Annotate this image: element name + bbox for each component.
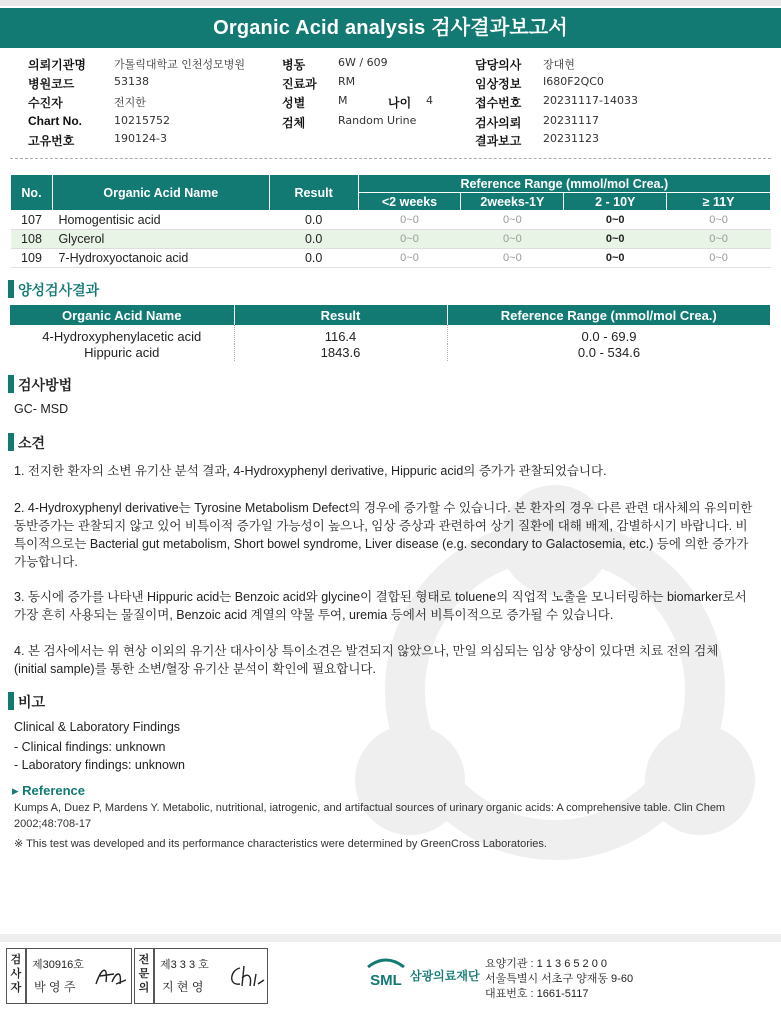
- row-result: 0.0: [269, 230, 358, 249]
- pos-name: 4-Hydroxyphenylacetic acid: [10, 325, 234, 344]
- top-border: [0, 0, 781, 6]
- row-name: Glycerol: [52, 230, 269, 249]
- age-value: 4: [426, 94, 433, 107]
- findings-title: 소견: [18, 435, 46, 451]
- specialist-license: 제3 3 3 호: [160, 959, 209, 971]
- table-row: [11, 230, 771, 249]
- row-ref-2: 0~0: [461, 230, 564, 249]
- col-ref-4: ≥ 11Y: [667, 193, 771, 211]
- org-name: 삼광의료재단: [410, 969, 480, 983]
- request-label: 검사의뢰: [475, 116, 522, 130]
- dept-value: RM: [338, 75, 356, 88]
- specialist-signature-icon: [226, 962, 266, 990]
- pos-ref: 0.0 - 69.9: [581, 329, 637, 344]
- row-ref-4: 0~0: [667, 211, 771, 230]
- table-row: [11, 211, 771, 230]
- receipt-value: 20231117-14033: [543, 94, 638, 107]
- tester-label-2: 사: [10, 968, 22, 980]
- finding-2: 2. 4-Hydroxyphenyl derivative는 Tyrosine Metabolism Defect의 경우에 증가할 수 있습니다. 본 환자의 경우 다른 관련 대사체의 유의미한 동반증가는 관찰되지 않고 있어 비특이적 증가일 가능성이 높으나, 임상 증상과 관련하여 상기 질환에 대해 배제, 감별하시기 바랍니다. 비특이적으로는 Bacterial gut metabolism, Short bowel syndrome, Liver disease (e.g. secondary to Galactosemia, etc.) 등에 의한 증가가 가능합니다.: [14, 501, 753, 569]
- table-row: [10, 344, 771, 361]
- org-code: 요양기관 : 1 1 3 6 5 2 0 0: [485, 958, 608, 970]
- tester-signature-icon: [92, 962, 128, 990]
- row-name: 7-Hydroxyoctanoic acid: [52, 249, 269, 268]
- reference-citation: Kumps A, Duez P, Mardens Y. Metabolic, nutritional, iatrogenic, and artifactual sources of urinary organic acids: A comprehensive table. Clin Chem 2002;48:708-17: [14, 802, 726, 830]
- row-ref-2: 0~0: [461, 211, 564, 230]
- row-ref-3: 0~0: [564, 211, 667, 230]
- row-ref-4: 0~0: [667, 230, 771, 249]
- tester-name: 박 영 주: [34, 980, 76, 994]
- pos-result: 1843.6: [234, 344, 447, 361]
- pos-col-name: Organic Acid Name: [10, 305, 234, 325]
- positive-section-bar: [8, 280, 14, 298]
- col-no: No.: [11, 175, 53, 211]
- row-ref-3: 0~0: [564, 230, 667, 249]
- positive-title: 양성검사결과: [18, 282, 100, 298]
- ward-value: 6W / 609: [338, 56, 388, 69]
- chart-label: Chart No.: [28, 114, 82, 128]
- col-ref-3: 2 - 10Y: [564, 193, 667, 211]
- clinical-label: 임상정보: [475, 77, 522, 91]
- remarks-line-2: - Clinical findings: unknown: [14, 740, 166, 754]
- positive-results-table: [10, 305, 771, 361]
- organic-acid-table: [10, 174, 771, 268]
- tester-license: 제30916호: [32, 959, 84, 971]
- hospital-code-value: 53138: [114, 75, 149, 88]
- pos-col-ref: Reference Range (mmol/mol Crea.): [447, 305, 771, 325]
- pos-result: 116.4: [234, 325, 447, 344]
- hospital-code-label: 병원코드: [28, 77, 75, 91]
- institution-value: 가톨릭대학교 인천성모병원: [114, 58, 246, 71]
- col-ref-2: 2weeks-1Y: [461, 193, 564, 211]
- col-ref-1: <2 weeks: [358, 193, 461, 211]
- row-result: 0.0: [269, 249, 358, 268]
- doctor-label: 담당의사: [475, 58, 522, 72]
- reference-title: Reference: [22, 783, 86, 798]
- pos-col-result: Result: [234, 305, 447, 325]
- row-no: 107: [11, 211, 53, 230]
- sex-value: M: [338, 94, 348, 107]
- report-value: 20231123: [543, 132, 599, 145]
- col-reference: Reference Range (mmol/mol Crea.): [358, 175, 770, 193]
- sml-logo-icon: [364, 955, 408, 991]
- reference-heading: [12, 783, 85, 799]
- finding-3: 3. 동시에 증가를 나타낸 Hippuric acid는 Benzoic acid와 glycine이 결합된 형태로 toluene의 직업적 노출을 모니터링하는 biomarker로서 가장 흔히 사용되는 물질이며, Benzoic acid 계열의 약물 투여, uremia 등에서 비특이적으로 증가될 수 있습니다.: [14, 590, 747, 622]
- footer-divider: [0, 934, 781, 942]
- patient-label: 수진자: [28, 96, 63, 110]
- reference-note: ※ This test was developed and its performance characteristics were determined by GreenCross Laboratories.: [14, 838, 547, 850]
- row-ref-2: 0~0: [461, 249, 564, 268]
- pos-name: Hippuric acid: [10, 344, 234, 361]
- remarks-title: 비고: [18, 694, 46, 710]
- triangle-icon: ▸: [12, 783, 23, 798]
- col-result: Result: [269, 175, 358, 211]
- patient-value: 전지한: [114, 96, 146, 109]
- ward-label: 병동: [282, 58, 306, 72]
- report-title: Organic Acid analysis 검사결과보고서: [0, 8, 781, 48]
- row-result: 0.0: [269, 211, 358, 230]
- tester-label-1: 검: [10, 954, 22, 966]
- pos-ref: 0.0 - 534.6: [577, 345, 641, 360]
- row-no: 109: [11, 249, 53, 268]
- unique-label: 고유번호: [28, 134, 75, 148]
- logo-text: SML: [370, 972, 402, 989]
- specimen-value: Random Urine: [338, 114, 417, 127]
- specialist-vertical-label: [134, 948, 154, 1004]
- tester-label-3: 자: [10, 982, 22, 994]
- unique-value: 190124-3: [114, 132, 167, 145]
- specialist-label-2: 문: [138, 968, 150, 980]
- method-title: 검사방법: [18, 377, 73, 393]
- doctor-value: 장대현: [543, 58, 575, 71]
- findings-section-bar: [8, 433, 14, 451]
- institution-label: 의뢰기관명: [28, 58, 86, 72]
- chart-value: 10215752: [114, 114, 170, 127]
- finding-4: 4. 본 검사에서는 위 현상 이외의 유기산 대사이상 특이소견은 발견되지 않았으나, 만일 의심되는 임상 양상이 있다면 치료 전의 검체 (initial sample)를 통한 소변/혈장 유기산 분석이 확인에 필요합니다.: [14, 644, 719, 676]
- org-phone: 대표번호 : 1661-5117: [485, 988, 589, 1000]
- clinical-value: I680F2QC0: [543, 75, 604, 88]
- sex-label: 성별: [282, 96, 306, 110]
- row-name: Homogentisic acid: [52, 211, 269, 230]
- tester-vertical-label: [6, 948, 26, 1004]
- receipt-label: 접수번호: [475, 96, 522, 110]
- specialist-label-3: 의: [138, 982, 150, 994]
- row-no: 108: [11, 230, 53, 249]
- finding-1: 1. 전지한 환자의 소변 유기산 분석 결과, 4-Hydroxyphenyl derivative, Hippuric acid의 증가가 관찰되었습니다.: [14, 464, 607, 478]
- row-ref-1: 0~0: [358, 230, 461, 249]
- specimen-label: 검체: [282, 116, 306, 130]
- row-ref-4: 0~0: [667, 249, 771, 268]
- remarks-section-bar: [8, 692, 14, 710]
- remarks-line-1: Clinical & Laboratory Findings: [14, 720, 181, 734]
- report-label: 결과보고: [475, 134, 522, 148]
- remarks-line-3: - Laboratory findings: unknown: [14, 758, 185, 772]
- table-row: [11, 249, 771, 268]
- method-section-bar: [8, 375, 14, 393]
- table-row: [10, 325, 771, 344]
- method-value: GC- MSD: [14, 402, 69, 416]
- dept-label: 진료과: [282, 77, 317, 91]
- row-ref-3: 0~0: [564, 249, 667, 268]
- specialist-label-1: 전: [138, 954, 150, 966]
- org-address: 서울특별시 서초구 양재동 9-60: [485, 973, 634, 985]
- row-ref-1: 0~0: [358, 249, 461, 268]
- col-name: Organic Acid Name: [52, 175, 269, 211]
- age-label: 나이: [388, 96, 412, 110]
- specialist-name: 지 현 영: [162, 980, 204, 994]
- info-divider: [10, 158, 771, 159]
- request-value: 20231117: [543, 114, 599, 127]
- row-ref-1: 0~0: [358, 211, 461, 230]
